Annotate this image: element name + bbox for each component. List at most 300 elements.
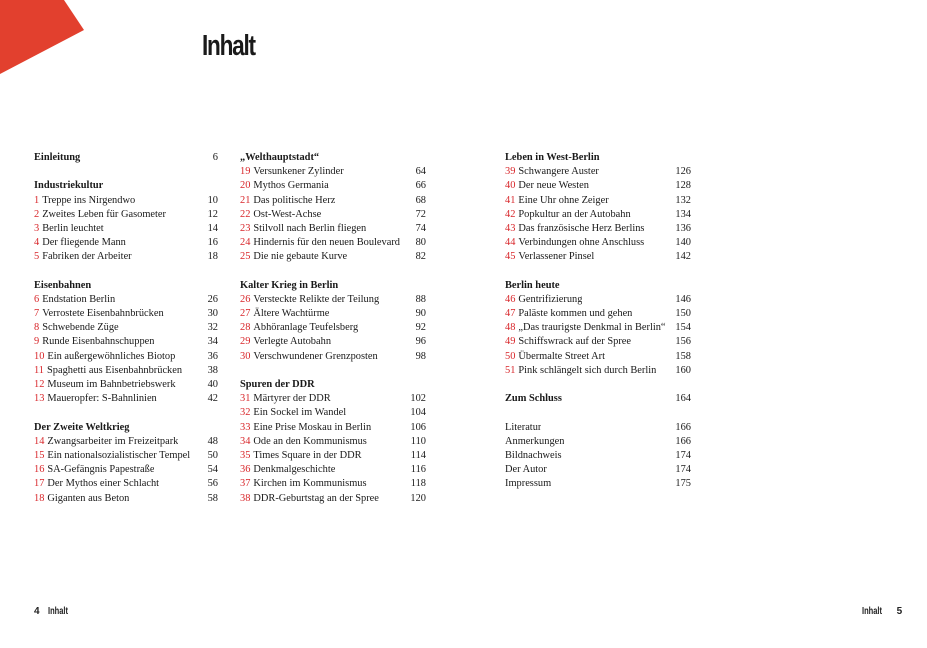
chapter-title: Times Square in der DDR [253, 449, 362, 461]
chapter-title: Endstation Berlin [42, 293, 116, 305]
chapter-title: Schwangere Auster [518, 166, 599, 178]
chapter-number: 29 [240, 336, 251, 348]
toc-entry-label [240, 307, 329, 321]
chapter-page-number: 14 [207, 222, 218, 234]
chapter-number: 6 [34, 293, 40, 305]
toc-entry-label [240, 194, 335, 208]
chapter-title: Das französische Herz Berlins [518, 222, 645, 234]
toc-entry[interactable] [34, 307, 218, 321]
toc-entry-label [240, 321, 358, 335]
toc-section-heading[interactable] [34, 279, 218, 293]
toc-entry[interactable] [34, 208, 218, 222]
chapter-number: 16 [34, 464, 45, 476]
chapter-title: Fabriken der Arbeiter [42, 251, 132, 263]
toc-section [34, 151, 218, 165]
section-page-number [200, 421, 218, 435]
chapter-page-number: 142 [675, 251, 691, 263]
chapter-title: Eine Prise Moskau in Berlin [253, 421, 372, 433]
toc-entry[interactable] [505, 307, 691, 321]
chapter-number: 13 [34, 393, 45, 405]
toc-entry[interactable] [505, 236, 691, 250]
chapter-title: Verlegte Autobahn [253, 336, 332, 348]
toc-entry-label [505, 208, 631, 222]
chapter-page-number: 158 [675, 350, 691, 362]
chapter-number: 3 [34, 222, 40, 234]
section-title: „Welthauptstadt“ [240, 152, 320, 163]
section-page-number [408, 279, 426, 293]
chapter-number: 51 [505, 364, 516, 376]
chapter-page-number: 136 [675, 222, 691, 234]
chapter-page-number: 175 [675, 478, 691, 490]
chapter-title: Mythos Germania [253, 180, 329, 192]
toc-entry[interactable] [240, 449, 426, 463]
chapter-title: „Das traurigste Denkmal in Berlin“ [518, 322, 666, 334]
toc-entry[interactable] [34, 463, 218, 477]
section-title: Leben in West-Berlin [505, 152, 600, 163]
toc-entry[interactable] [240, 165, 426, 179]
chapter-number: 50 [505, 350, 516, 362]
section-page-number: 6 [212, 152, 218, 163]
chapter-page-number: 36 [207, 350, 218, 362]
section-title: Kalter Krieg in Berlin [240, 279, 339, 291]
toc-entry[interactable] [505, 194, 691, 208]
running-head-left: Inhalt [47, 606, 68, 617]
toc-entry[interactable] [34, 293, 218, 307]
chapter-title: SA-Gefängnis Papestraße [47, 464, 155, 476]
toc-entry-label [240, 350, 378, 364]
chapter-page-number: 106 [410, 421, 426, 433]
chapter-page-number: 26 [207, 293, 218, 305]
toc-entry[interactable] [505, 293, 691, 307]
page-number-left: 4 [34, 606, 40, 617]
chapter-title: Der fliegende Mann [42, 237, 126, 249]
chapter-page-number: 42 [207, 393, 218, 405]
section-title: Einleitung [34, 152, 81, 163]
chapter-title: Märtyrer der DDR [253, 393, 331, 405]
toc-entry[interactable] [240, 293, 426, 307]
chapter-page-number: 154 [675, 322, 691, 334]
toc-section [505, 421, 691, 492]
chapter-number: 15 [34, 449, 45, 461]
footer-right [862, 606, 902, 617]
chapter-page-number: 174 [675, 464, 691, 476]
section-page-number: 164 [675, 393, 691, 405]
toc-entry[interactable] [240, 477, 426, 491]
toc-entry-label [34, 236, 126, 250]
chapter-page-number: 34 [207, 336, 218, 348]
toc-entry-label [505, 364, 656, 378]
chapter-title: Popkultur an der Autobahn [518, 208, 631, 220]
chapter-page-number: 32 [207, 322, 218, 334]
chapter-title: Schiffswrack auf der Spree [518, 336, 632, 348]
chapter-page-number: 12 [207, 208, 218, 220]
toc-entry-label [34, 392, 157, 406]
toc-entry-label [34, 463, 154, 477]
section-page-number [408, 378, 426, 392]
toc-entry[interactable] [505, 350, 691, 364]
toc-entry-label [240, 165, 344, 179]
toc-entry-label [34, 293, 115, 307]
chapter-page-number: 68 [415, 194, 426, 206]
toc-entry-label [34, 350, 175, 364]
chapter-number: 19 [240, 166, 251, 178]
toc-entry-label [34, 378, 176, 392]
toc-entry[interactable] [505, 222, 691, 236]
chapter-page-number: 104 [410, 407, 426, 419]
toc-entry-label [34, 492, 129, 506]
toc-entry[interactable] [240, 421, 426, 435]
toc-section-heading[interactable] [505, 392, 691, 406]
chapter-title: Literatur [505, 421, 542, 433]
chapter-title: Verschwundener Grenzposten [253, 350, 378, 362]
chapter-page-number: 72 [415, 208, 426, 220]
section-title: Berlin heute [505, 279, 560, 291]
chapter-page-number: 50 [207, 449, 218, 461]
toc-entry[interactable] [240, 350, 426, 364]
chapter-title: Maueropfer: S-Bahnlinien [47, 393, 157, 405]
section-page-number [200, 179, 218, 193]
chapter-number: 26 [240, 293, 251, 305]
toc-entry[interactable] [505, 435, 691, 449]
toc-section [240, 378, 426, 506]
toc-entry-label [240, 208, 321, 222]
toc-section-heading[interactable] [505, 279, 691, 293]
toc-section-heading[interactable] [240, 378, 426, 392]
chapter-title: Eine Uhr ohne Zeiger [518, 194, 609, 206]
toc-column-1 [34, 151, 218, 520]
section-page-number [408, 151, 426, 165]
toc-entry[interactable] [240, 392, 426, 406]
chapter-page-number: 160 [675, 364, 691, 376]
chapter-title: Berlin leuchtet [42, 222, 104, 234]
page-title: Inhalt [202, 30, 255, 62]
toc-entry-label [240, 435, 367, 449]
toc-entry-label [240, 250, 347, 264]
chapter-title: DDR-Geburtstag an der Spree [253, 492, 379, 504]
toc-entry[interactable] [34, 350, 218, 364]
chapter-page-number: 98 [415, 350, 426, 362]
toc-entry-label [505, 477, 551, 491]
page-number-right: 5 [896, 606, 903, 617]
toc-entry-label [240, 492, 379, 506]
toc-section-heading[interactable] [34, 421, 218, 435]
chapter-page-number: 134 [675, 208, 691, 220]
toc-entry-label [505, 194, 609, 208]
chapter-page-number: 82 [415, 251, 426, 263]
chapter-number: 40 [505, 180, 516, 192]
chapter-number: 11 [34, 364, 45, 376]
toc-entry-label [240, 392, 331, 406]
toc-section-heading[interactable] [240, 279, 426, 293]
toc-entry[interactable] [240, 236, 426, 250]
chapter-title: Gentrifizierung [518, 293, 583, 305]
chapter-number: 12 [34, 379, 45, 390]
chapter-title: Ein außergewöhnliches Biotop [47, 350, 176, 362]
red-corner-decoration [0, 0, 84, 74]
chapter-title: Museum im Bahnbetriebswerk [47, 379, 176, 390]
chapter-number: 20 [240, 180, 251, 192]
toc-entry[interactable] [505, 463, 691, 477]
toc-entry-label [34, 307, 164, 321]
chapter-number: 22 [240, 208, 251, 220]
toc-entry[interactable] [505, 421, 691, 435]
toc-entry[interactable] [240, 194, 426, 208]
chapter-page-number: 88 [415, 293, 426, 305]
toc-entry[interactable] [505, 335, 691, 349]
toc-entry[interactable] [34, 392, 218, 406]
toc-entry[interactable] [34, 435, 218, 449]
chapter-number: 1 [34, 194, 40, 206]
chapter-title: Verlassener Pinsel [518, 251, 595, 263]
chapter-title: Pink schlängelt sich durch Berlin [518, 364, 657, 376]
chapter-number: 46 [505, 293, 516, 305]
toc-entry[interactable] [505, 364, 691, 378]
toc-entry-label [240, 477, 367, 491]
toc-entry-label [505, 179, 589, 193]
chapter-page-number: 118 [410, 478, 426, 490]
section-title: Industriekultur [34, 180, 104, 192]
chapter-page-number: 92 [415, 322, 426, 334]
toc-entry-label [505, 321, 666, 335]
toc-entry[interactable] [34, 449, 218, 463]
chapter-title: Ein nationalsozialistischer Tempel [47, 449, 191, 461]
chapter-page-number: 74 [415, 222, 426, 234]
chapter-page-number: 140 [675, 237, 691, 249]
chapter-title: Der neue Westen [518, 180, 589, 192]
toc-entry-label [34, 364, 182, 378]
toc-entry-label [240, 449, 362, 463]
toc-entry[interactable] [240, 222, 426, 236]
section-title: Der Zweite Weltkrieg [34, 421, 130, 433]
chapter-number: 8 [34, 322, 40, 334]
toc-entry-label [505, 463, 547, 477]
toc-entry[interactable] [34, 364, 218, 378]
chapter-number: 41 [505, 194, 516, 206]
toc-entry[interactable] [505, 449, 691, 463]
toc-entry-label [240, 222, 366, 236]
chapter-page-number: 116 [410, 464, 426, 476]
chapter-title: Der Mythos einer Schlacht [47, 478, 160, 490]
chapter-number: 39 [505, 166, 516, 178]
toc-entry[interactable] [34, 236, 218, 250]
chapter-page-number: 126 [675, 166, 691, 178]
chapter-page-number: 96 [415, 336, 426, 348]
toc-entry[interactable] [505, 250, 691, 264]
chapter-page-number: 114 [410, 449, 426, 461]
chapter-number: 32 [240, 407, 251, 419]
chapter-number: 34 [240, 435, 251, 447]
chapter-title: Übermalte Street Art [518, 350, 605, 362]
toc-entry[interactable] [240, 179, 426, 193]
toc-entry[interactable] [34, 477, 218, 491]
running-head-right: Inhalt [862, 606, 883, 617]
chapter-title: Runde Eisenbahnschuppen [42, 336, 155, 348]
toc-entry-label [505, 421, 541, 435]
toc-entry[interactable] [505, 477, 691, 491]
chapter-page-number: 16 [207, 237, 218, 249]
toc-entry-label [240, 293, 379, 307]
toc-entry-label [240, 335, 331, 349]
toc-entry[interactable] [505, 165, 691, 179]
chapter-title: Verbindungen ohne Anschluss [518, 237, 645, 249]
chapter-title: Paläste kommen und gehen [518, 308, 633, 320]
chapter-page-number: 132 [675, 194, 691, 206]
section-title: Zum Schluss [505, 393, 562, 405]
toc-entry-label [34, 449, 190, 463]
chapter-page-number: 120 [410, 492, 426, 504]
chapter-page-number: 18 [207, 251, 218, 263]
toc-entry[interactable] [505, 321, 691, 335]
toc-entry[interactable] [240, 321, 426, 335]
chapter-title: Schwebende Züge [42, 322, 119, 334]
chapter-page-number: 80 [415, 237, 426, 249]
chapter-number: 24 [240, 237, 251, 249]
toc-entry-label [505, 435, 564, 449]
toc-entry[interactable] [240, 208, 426, 222]
toc-entry-label [505, 236, 644, 250]
toc-entry[interactable] [34, 222, 218, 236]
toc-entry[interactable] [34, 250, 218, 264]
toc-entry-label [505, 165, 599, 179]
toc-entry-label [34, 208, 166, 222]
toc-entry[interactable] [240, 463, 426, 477]
chapter-title: Ost-West-Achse [253, 208, 322, 220]
toc-entry[interactable] [505, 208, 691, 222]
chapter-page-number: 48 [207, 435, 218, 447]
chapter-number: 43 [505, 222, 516, 234]
toc-entry-label [34, 194, 135, 208]
chapter-number: 27 [240, 308, 251, 320]
toc-section-heading[interactable] [34, 151, 218, 165]
chapter-page-number: 166 [675, 435, 691, 447]
toc-section [505, 392, 691, 406]
chapter-title: Hindernis für den neuen Boulevard [253, 237, 400, 249]
toc-entry[interactable] [505, 179, 691, 193]
chapter-page-number: 150 [675, 308, 691, 320]
chapter-number: 21 [240, 194, 251, 206]
toc-entry-label [505, 293, 582, 307]
chapter-title: Stilvoll nach Berlin fliegen [253, 222, 367, 234]
section-page-number [673, 151, 691, 165]
toc-entry[interactable] [34, 335, 218, 349]
chapter-title: Verrostete Eisenbahnbrücken [42, 308, 164, 320]
chapter-number: 47 [505, 308, 516, 320]
toc-entry-label [34, 335, 154, 349]
chapter-title: Treppe ins Nirgendwo [42, 194, 136, 206]
chapter-number: 35 [240, 449, 251, 461]
chapter-page-number: 174 [675, 449, 691, 461]
chapter-number: 17 [34, 478, 45, 490]
chapter-title: Ein Sockel im Wandel [253, 407, 347, 419]
toc-section [34, 279, 218, 407]
toc-entry-label [240, 463, 335, 477]
chapter-page-number: 166 [675, 421, 691, 433]
chapter-number: 2 [34, 208, 40, 220]
toc-section-heading[interactable] [240, 151, 426, 165]
chapter-page-number: 128 [675, 180, 691, 192]
chapter-title: Kirchen im Kommunismus [253, 478, 367, 490]
section-title: Eisenbahnen [34, 279, 92, 291]
chapter-number: 7 [34, 308, 40, 320]
chapter-page-number: 110 [410, 435, 426, 447]
section-page-number [673, 279, 691, 293]
section-title: Spuren der DDR [240, 379, 315, 390]
toc-entry-label [505, 250, 594, 264]
toc-section [34, 421, 218, 506]
chapter-number: 14 [34, 435, 45, 447]
toc-entry-label [505, 350, 605, 364]
chapter-number: 44 [505, 237, 516, 249]
toc-entry-label [34, 250, 132, 264]
toc-entry[interactable] [240, 335, 426, 349]
toc-entry[interactable] [240, 406, 426, 420]
toc-section-heading[interactable] [505, 151, 691, 165]
chapter-page-number: 64 [415, 166, 426, 178]
toc-section [34, 179, 218, 264]
chapter-number: 49 [505, 336, 516, 348]
toc-entry[interactable] [240, 492, 426, 506]
toc-entry-label [505, 335, 631, 349]
chapter-page-number: 38 [207, 364, 218, 376]
toc-entry-label [505, 449, 562, 463]
chapter-page-number: 54 [207, 464, 218, 476]
chapter-title: Bildnachweis [505, 449, 562, 461]
chapter-number: 4 [34, 237, 40, 249]
chapter-title: Ältere Wachtürme [253, 308, 330, 320]
chapter-page-number: 102 [410, 393, 426, 405]
chapter-title: Die nie gebaute Kurve [253, 251, 348, 263]
chapter-number: 36 [240, 464, 251, 476]
toc-entry[interactable] [34, 492, 218, 506]
chapter-title: Impressum [505, 478, 552, 490]
toc-section [240, 279, 426, 364]
toc-section [240, 151, 426, 265]
footer-left [34, 606, 74, 617]
toc-entry[interactable] [34, 194, 218, 208]
toc-entry[interactable] [240, 250, 426, 264]
toc-entry[interactable] [34, 321, 218, 335]
toc-section [505, 279, 691, 378]
toc-entry-label [505, 307, 632, 321]
chapter-title: Anmerkungen [505, 435, 565, 447]
chapter-page-number: 66 [415, 180, 426, 192]
chapter-number: 37 [240, 478, 251, 490]
chapter-number: 38 [240, 492, 251, 504]
chapter-page-number: 10 [207, 194, 218, 206]
toc-section-heading[interactable] [34, 179, 218, 193]
toc-entry-label [34, 477, 159, 491]
chapter-title: Das politische Herz [253, 194, 336, 206]
chapter-page-number: 58 [207, 492, 218, 504]
toc-section [505, 151, 691, 265]
chapter-number: 9 [34, 336, 40, 348]
chapter-number: 33 [240, 421, 251, 433]
toc-entry[interactable] [240, 307, 426, 321]
chapter-title: Giganten aus Beton [47, 492, 130, 504]
chapter-number: 25 [240, 251, 251, 263]
toc-entry-label [505, 222, 644, 236]
chapter-title: Zwangsarbeiter im Freizeitpark [47, 435, 179, 447]
toc-entry-label [34, 222, 104, 236]
chapter-number: 18 [34, 492, 45, 504]
toc-entry-label [240, 236, 400, 250]
toc-entry-label [240, 406, 346, 420]
toc-entry[interactable] [240, 435, 426, 449]
chapter-title: Der Autor [505, 464, 547, 476]
toc-column-2 [240, 151, 426, 520]
toc-entry[interactable] [34, 378, 218, 392]
chapter-number: 31 [240, 393, 251, 405]
